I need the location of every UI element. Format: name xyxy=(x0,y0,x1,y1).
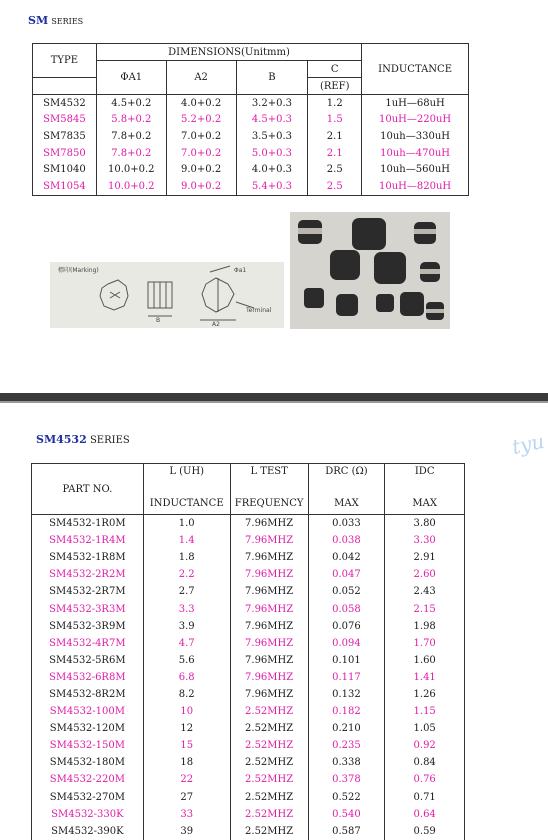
parts-table xyxy=(31,463,465,840)
col-frequency-sub: FREQUENCY xyxy=(230,492,308,515)
part-cell-f: 7.96MHZ xyxy=(230,583,308,600)
part-cell-drc: 0.038 xyxy=(308,532,385,549)
col-inductance: INDUCTANCE xyxy=(362,44,469,95)
part-row xyxy=(32,583,465,600)
col-l-uh: L (UH) xyxy=(143,464,230,493)
part-cell-f: 7.96MHZ xyxy=(230,686,308,703)
dimension-cell-b: 5.0+0.3 xyxy=(236,145,308,162)
part-cell-part: SM4532-390K xyxy=(32,823,144,840)
section-divider-shadow xyxy=(0,401,548,403)
part-cell-l: 2.2 xyxy=(143,566,230,583)
sm-series-suffix: SERIES xyxy=(51,17,84,26)
part-cell-idc: 2.60 xyxy=(385,566,465,583)
part-cell-drc: 0.338 xyxy=(308,754,385,771)
col-c: C xyxy=(308,61,362,78)
part-cell-l: 5.6 xyxy=(143,652,230,669)
dimension-cell-b: 4.0+0.3 xyxy=(236,161,308,178)
part-row xyxy=(32,771,465,788)
dimension-cell-type: SM5845 xyxy=(33,112,97,129)
dimension-row xyxy=(33,112,469,129)
terminal-label: Terminal xyxy=(246,307,272,314)
dimension-cell-b: 4.5+0.3 xyxy=(236,112,308,129)
part-cell-part: SM4532-220M xyxy=(32,771,144,788)
part-cell-l: 1.8 xyxy=(143,549,230,566)
part-cell-part: SM4532-2R2M xyxy=(32,566,144,583)
part-cell-f: 7.96MHZ xyxy=(230,549,308,566)
dimension-cell-ind: 1uH—68uH xyxy=(362,95,469,112)
part-cell-f: 7.96MHZ xyxy=(230,669,308,686)
part-row xyxy=(32,754,465,771)
part-cell-part: SM4532-4R7M xyxy=(32,635,144,652)
dimension-cell-a1: 10.0+0.2 xyxy=(96,178,166,195)
part-cell-f: 7.96MHZ xyxy=(230,652,308,669)
part-cell-drc: 0.182 xyxy=(308,703,385,720)
part-cell-drc: 0.047 xyxy=(308,566,385,583)
part-cell-l: 1.0 xyxy=(143,515,230,533)
dimension-cell-c: 1.5 xyxy=(308,112,362,129)
part-row xyxy=(32,515,465,533)
dimension-row xyxy=(33,145,469,162)
dimension-row xyxy=(33,95,469,112)
part-cell-part: SM4532-3R3M xyxy=(32,600,144,617)
part-cell-idc: 3.30 xyxy=(385,532,465,549)
part-cell-l: 22 xyxy=(143,771,230,788)
dimension-cell-c: 2.5 xyxy=(308,178,362,195)
part-cell-drc: 0.132 xyxy=(308,686,385,703)
part-cell-l: 3.3 xyxy=(143,600,230,617)
part-cell-f: 2.52MHZ xyxy=(230,789,308,806)
part-cell-part: SM4532-100M xyxy=(32,703,144,720)
dimension-cell-c: 2.1 xyxy=(308,145,362,162)
part-cell-idc: 1.60 xyxy=(385,652,465,669)
part-cell-f: 2.52MHZ xyxy=(230,703,308,720)
dimensions-table xyxy=(32,43,469,196)
b-label: B xyxy=(156,317,161,324)
marking-label: 標印(Marking) xyxy=(58,267,99,274)
part-row xyxy=(32,686,465,703)
dimension-cell-a1: 7.8+0.2 xyxy=(96,145,166,162)
part-cell-l: 2.7 xyxy=(143,583,230,600)
part-cell-f: 7.96MHZ xyxy=(230,566,308,583)
part-cell-part: SM4532-1R8M xyxy=(32,549,144,566)
part-cell-idc: 0.59 xyxy=(385,823,465,840)
dimension-cell-a2: 9.0+0.2 xyxy=(166,161,236,178)
part-cell-f: 7.96MHZ xyxy=(230,532,308,549)
dimension-cell-a1: 4.5+0.2 xyxy=(96,95,166,112)
dimension-cell-a2: 9.0+0.2 xyxy=(166,178,236,195)
part-cell-part: SM4532-8R2M xyxy=(32,686,144,703)
dimension-row xyxy=(33,128,469,145)
dimension-cell-type: SM4532 xyxy=(33,95,97,112)
part-row xyxy=(32,600,465,617)
part-cell-l: 15 xyxy=(143,737,230,754)
dimension-cell-ind: 10uh—560uH xyxy=(362,161,469,178)
part-row xyxy=(32,720,465,737)
part-cell-idc: 2.91 xyxy=(385,549,465,566)
dimension-cell-type: SM1040 xyxy=(33,161,97,178)
part-row xyxy=(32,566,465,583)
dimension-cell-a2: 7.0+0.2 xyxy=(166,145,236,162)
part-cell-f: 2.52MHZ xyxy=(230,737,308,754)
dimension-drawing-svg xyxy=(50,262,284,328)
dimension-row xyxy=(33,178,469,195)
part-cell-idc: 1.26 xyxy=(385,686,465,703)
part-cell-l: 4.7 xyxy=(143,635,230,652)
col-part-no: PART NO. xyxy=(32,464,144,515)
part-cell-part: SM4532-150M xyxy=(32,737,144,754)
col-type-spacer xyxy=(33,78,97,95)
part-cell-l: 33 xyxy=(143,806,230,823)
part-row xyxy=(32,823,465,840)
marking-outline xyxy=(100,280,128,310)
part-cell-l: 18 xyxy=(143,754,230,771)
part-cell-part: SM4532-180M xyxy=(32,754,144,771)
col-type: TYPE xyxy=(33,44,97,78)
sm-series-title xyxy=(28,14,83,27)
dimension-cell-c: 2.1 xyxy=(308,128,362,145)
dimension-cell-a2: 5.2+0.2 xyxy=(166,112,236,129)
dimension-drawing xyxy=(50,262,284,328)
part-cell-idc: 2.43 xyxy=(385,583,465,600)
sm4532-series-title xyxy=(36,433,130,446)
part-cell-drc: 0.058 xyxy=(308,600,385,617)
phi-label: Φa1 xyxy=(234,267,247,274)
dimension-cell-c: 1.2 xyxy=(308,95,362,112)
part-cell-part: SM4532-1R4M xyxy=(32,532,144,549)
part-cell-f: 2.52MHZ xyxy=(230,806,308,823)
col-drc: DRC (Ω) xyxy=(308,464,385,493)
part-row xyxy=(32,532,465,549)
part-row xyxy=(32,635,465,652)
part-cell-l: 8.2 xyxy=(143,686,230,703)
part-cell-idc: 1.70 xyxy=(385,635,465,652)
part-cell-part: SM4532-120M xyxy=(32,720,144,737)
part-row xyxy=(32,669,465,686)
dimension-cell-type: SM1054 xyxy=(33,178,97,195)
part-cell-part: SM4532-2R7M xyxy=(32,583,144,600)
section-divider xyxy=(0,393,548,401)
part-row xyxy=(32,789,465,806)
part-cell-l: 12 xyxy=(143,720,230,737)
inductor-photo-svg xyxy=(290,212,450,329)
part-cell-drc: 0.522 xyxy=(308,789,385,806)
sm4532-series-suffix: SERIES xyxy=(89,435,130,446)
part-cell-idc: 3.80 xyxy=(385,515,465,533)
part-cell-l: 39 xyxy=(143,823,230,840)
part-cell-l: 3.9 xyxy=(143,618,230,635)
part-cell-f: 2.52MHZ xyxy=(230,720,308,737)
part-row xyxy=(32,618,465,635)
part-cell-idc: 1.05 xyxy=(385,720,465,737)
part-row xyxy=(32,703,465,720)
part-cell-drc: 0.052 xyxy=(308,583,385,600)
col-b: B xyxy=(236,61,308,95)
part-cell-f: 7.96MHZ xyxy=(230,515,308,533)
part-row xyxy=(32,806,465,823)
part-cell-f: 7.96MHZ xyxy=(230,600,308,617)
dimension-cell-a1: 10.0+0.2 xyxy=(96,161,166,178)
dimension-cell-a2: 4.0+0.2 xyxy=(166,95,236,112)
part-cell-drc: 0.094 xyxy=(308,635,385,652)
part-cell-l: 6.8 xyxy=(143,669,230,686)
part-cell-part: SM4532-330K xyxy=(32,806,144,823)
part-cell-f: 7.96MHZ xyxy=(230,635,308,652)
col-inductance-sub: INDUCTANCE xyxy=(143,492,230,515)
part-cell-drc: 0.042 xyxy=(308,549,385,566)
dimension-cell-a2: 7.0+0.2 xyxy=(166,128,236,145)
part-cell-idc: 1.15 xyxy=(385,703,465,720)
part-cell-drc: 0.033 xyxy=(308,515,385,533)
sm-series-prefix: SM xyxy=(28,14,49,27)
part-cell-l: 27 xyxy=(143,789,230,806)
dimension-cell-b: 3.2+0.3 xyxy=(236,95,308,112)
part-cell-l: 1.4 xyxy=(143,532,230,549)
col-l-test: L TEST xyxy=(230,464,308,493)
col-a1: ΦA1 xyxy=(96,61,166,95)
part-cell-f: 2.52MHZ xyxy=(230,771,308,788)
col-idc-max: MAX xyxy=(385,492,465,515)
dimension-cell-ind: 10uh—470uH xyxy=(362,145,469,162)
marking-cross xyxy=(110,292,120,298)
dimension-cell-type: SM7835 xyxy=(33,128,97,145)
col-a2: A2 xyxy=(166,61,236,95)
dimension-row xyxy=(33,161,469,178)
part-cell-part: SM4532-6R8M xyxy=(32,669,144,686)
dimension-cell-c: 2.5 xyxy=(308,161,362,178)
part-cell-drc: 0.587 xyxy=(308,823,385,840)
part-cell-idc: 0.84 xyxy=(385,754,465,771)
dimension-cell-a1: 7.8+0.2 xyxy=(96,128,166,145)
part-row xyxy=(32,737,465,754)
part-cell-drc: 0.210 xyxy=(308,720,385,737)
part-cell-idc: 0.64 xyxy=(385,806,465,823)
part-cell-part: SM4532-3R9M xyxy=(32,618,144,635)
part-cell-drc: 0.378 xyxy=(308,771,385,788)
dimension-cell-a1: 5.8+0.2 xyxy=(96,112,166,129)
part-cell-l: 10 xyxy=(143,703,230,720)
part-cell-drc: 0.235 xyxy=(308,737,385,754)
col-idc: IDC xyxy=(385,464,465,493)
part-cell-idc: 0.76 xyxy=(385,771,465,788)
dimension-cell-b: 5.4+0.3 xyxy=(236,178,308,195)
inductor-photo xyxy=(290,212,450,329)
dimension-cell-type: SM7850 xyxy=(33,145,97,162)
a2-label: A2 xyxy=(212,321,220,328)
part-cell-drc: 0.540 xyxy=(308,806,385,823)
part-cell-idc: 1.41 xyxy=(385,669,465,686)
part-cell-drc: 0.076 xyxy=(308,618,385,635)
part-cell-part: SM4532-5R6M xyxy=(32,652,144,669)
part-cell-drc: 0.101 xyxy=(308,652,385,669)
col-c-ref: (REF) xyxy=(308,78,362,95)
part-cell-idc: 2.15 xyxy=(385,600,465,617)
part-row xyxy=(32,549,465,566)
part-cell-f: 7.96MHZ xyxy=(230,618,308,635)
part-cell-part: SM4532-1R0M xyxy=(32,515,144,533)
watermark: tyu xyxy=(509,428,547,460)
part-cell-f: 2.52MHZ xyxy=(230,823,308,840)
part-cell-idc: 1.98 xyxy=(385,618,465,635)
part-cell-drc: 0.117 xyxy=(308,669,385,686)
part-row xyxy=(32,652,465,669)
part-cell-f: 2.52MHZ xyxy=(230,754,308,771)
dimension-cell-b: 3.5+0.3 xyxy=(236,128,308,145)
col-drc-max: MAX xyxy=(308,492,385,515)
part-cell-idc: 0.71 xyxy=(385,789,465,806)
part-cell-part: SM4532-270M xyxy=(32,789,144,806)
dimension-cell-ind: 10uH—820uH xyxy=(362,178,469,195)
dimension-cell-ind: 10uh—330uH xyxy=(362,128,469,145)
dimension-cell-ind: 10uH—220uH xyxy=(362,112,469,129)
sm4532-series-prefix: SM4532 xyxy=(36,433,87,446)
part-cell-idc: 0.92 xyxy=(385,737,465,754)
col-dimensions: DIMENSIONS(Unitmm) xyxy=(96,44,361,61)
